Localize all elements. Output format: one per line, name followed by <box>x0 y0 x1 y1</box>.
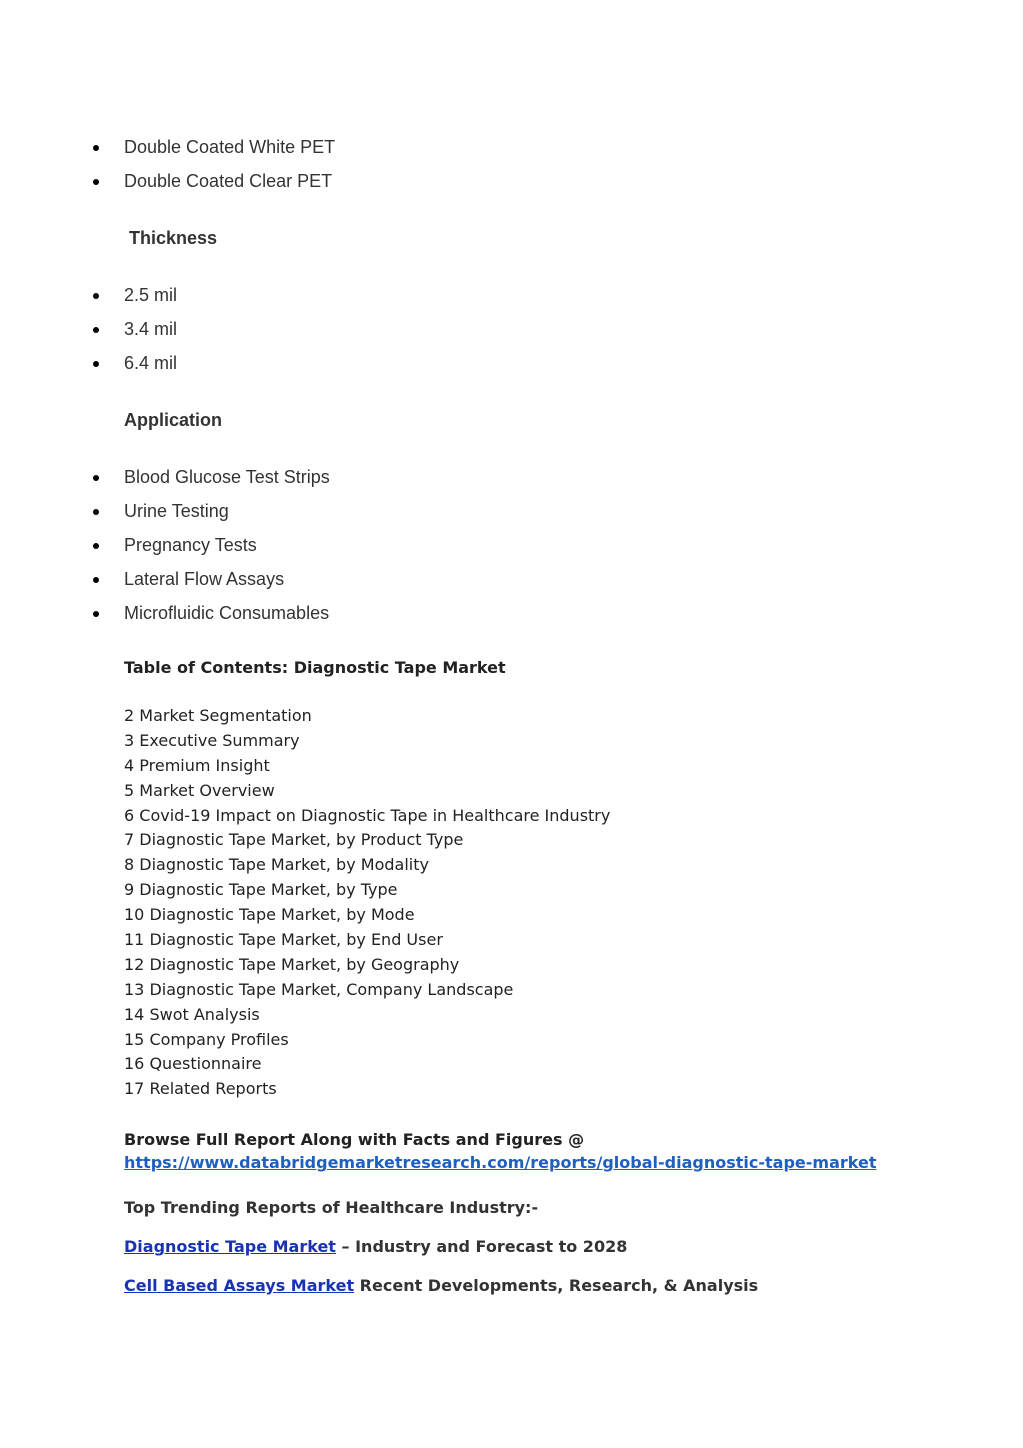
list-item: 2.5 mil <box>0 284 177 318</box>
toc-item: 16 Questionnaire <box>124 1054 262 1074</box>
toc-item: 5 Market Overview <box>124 780 275 800</box>
toc-item: 3 Executive Summary <box>124 730 300 750</box>
toc-item: 10 Diagnostic Tape Market, by Mode <box>124 905 415 925</box>
toc-item: 9 Diagnostic Tape Market, by Type <box>124 880 398 900</box>
toc-item: 14 Swot Analysis <box>124 1004 260 1024</box>
toc-title: Table of Contents: Diagnostic Tape Market <box>124 658 506 677</box>
toc-item: 6 Covid-19 Impact on Diagnostic Tape in Healthcare Industry <box>124 805 611 825</box>
trending-title: Top Trending Reports of Healthcare Industry:- <box>124 1198 539 1217</box>
diagnostic-tape-market-link[interactable]: Diagnostic Tape Market <box>124 1237 336 1256</box>
trending-report-1 <box>124 1237 627 1256</box>
trending-report-text: Recent Developments, Research, & Analysis <box>354 1276 759 1295</box>
toc-item: 17 Related Reports <box>124 1079 277 1099</box>
material-list <box>0 136 335 204</box>
toc-list <box>124 705 610 1103</box>
application-heading: Application <box>124 410 222 430</box>
browse-label: Browse Full Report Along with Facts and Figures @ <box>124 1130 585 1149</box>
list-item: Double Coated White PET <box>0 136 335 170</box>
trending-report-text: – Industry and Forecast to 2028 <box>335 1237 628 1256</box>
thickness-heading: Thickness <box>129 228 218 248</box>
toc-item: 7 Diagnostic Tape Market, by Product Type <box>124 830 464 850</box>
toc-item: 15 Company Profiles <box>124 1029 289 1049</box>
toc-item: 2 Market Segmentation <box>124 706 312 725</box>
trending-report-2 <box>124 1276 758 1295</box>
list-item: Lateral Flow Assays <box>0 568 330 602</box>
toc-item: 4 Premium Insight <box>124 755 270 775</box>
application-list <box>0 466 330 636</box>
toc-item: 12 Diagnostic Tape Market, by Geography <box>124 954 460 974</box>
thickness-list <box>0 284 177 386</box>
list-item: Double Coated Clear PET <box>0 170 335 204</box>
report-link[interactable]: https://www.databridgemarketresearch.com/reports/global-diagnostic-tape-market <box>124 1153 877 1172</box>
list-item: Urine Testing <box>0 500 330 534</box>
toc-item: 8 Diagnostic Tape Market, by Modality <box>124 855 429 875</box>
list-item: Pregnancy Tests <box>0 534 330 568</box>
browse-full-report <box>124 1128 876 1174</box>
cell-based-assays-market-link[interactable]: Cell Based Assays Market <box>124 1276 355 1295</box>
list-item: Blood Glucose Test Strips <box>0 466 330 500</box>
list-item: 3.4 mil <box>0 318 177 352</box>
toc-item: 13 Diagnostic Tape Market, Company Landscape <box>124 979 514 999</box>
list-item: Microfluidic Consumables <box>0 602 330 636</box>
list-item: 6.4 mil <box>0 352 177 386</box>
toc-item: 11 Diagnostic Tape Market, by End User <box>124 930 443 950</box>
